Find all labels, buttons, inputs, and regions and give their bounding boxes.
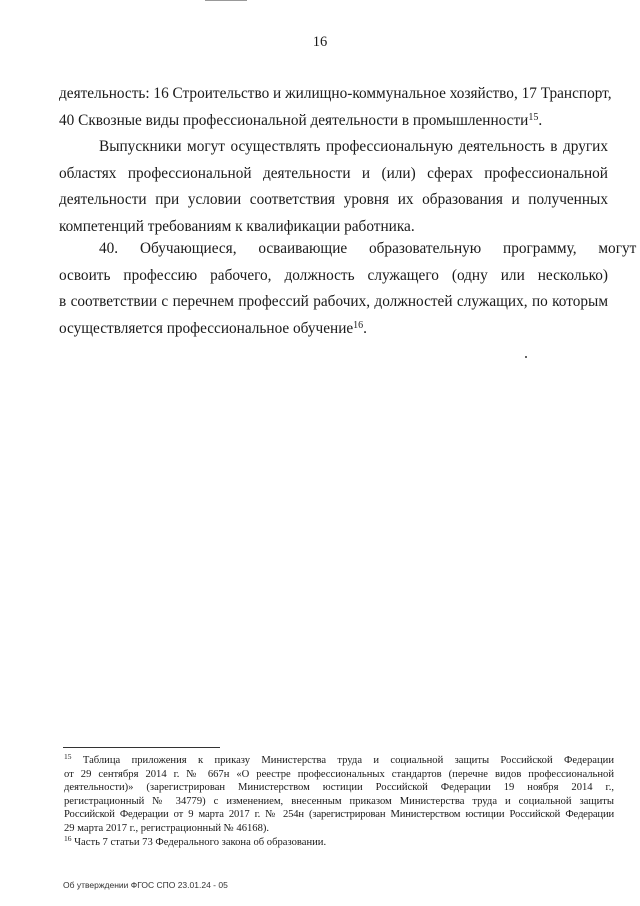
paragraph-3-line-2: освоить профессию рабочего, должность служащего (одну или несколько) — [59, 266, 608, 284]
footnote-16-number: 16 — [64, 833, 72, 843]
footnote-15-line-1-text: Таблица приложения к приказу Министерства труда и социальной защиты Российской Федерации — [82, 755, 615, 766]
footnote-16-line-1 — [64, 833, 614, 850]
footnote-15-line-5: Российской Федерации от 9 марта 2017 г. № 254н (зарегистрирован Министерством юстиции Российской Федерации — [64, 809, 614, 821]
paragraph-1-line-2 — [59, 108, 608, 135]
footnote-15-line-6: 29 марта 2017 г., регистрационный № 46168). — [64, 822, 270, 834]
paragraph-3 — [59, 236, 637, 342]
paragraph-1-line-2-text: 40 Сквозные виды профессиональной деятельности в промышленности — [59, 111, 529, 129]
paragraph-3-line-3: в соответствии с перечнем профессий рабочих, должностей служащих, по которым — [59, 293, 608, 310]
paragraph-1 — [59, 81, 612, 134]
paragraph-1-trail: . — [538, 111, 543, 129]
paragraph-3-line-4 — [59, 316, 608, 343]
paragraph-2-line-4: компетенций требованиям к квалификации работника. — [59, 217, 415, 235]
paragraph-2 — [59, 134, 608, 240]
footnotes — [64, 754, 614, 849]
paragraph-2-line-1: Выпускники могут осуществлять профессиональную деятельность в других — [99, 138, 608, 155]
footnote-15-line-1 — [64, 754, 614, 768]
footnote-15-line-4: регистрационный № 34779) с изменением, внесенным приказом Министерства труда и социальной защиты — [64, 795, 614, 807]
paragraph-2-line-2: областях профессиональной деятельности и (или) сферах профессиональной — [59, 164, 608, 182]
paragraph-2-line-3: деятельности при условии соответствия уровня их образования и полученных — [59, 191, 608, 208]
footnote-15-number: 15 — [64, 752, 72, 761]
footnote-15-line-2: от 29 сентября 2014 г. № 667н «О реестре профессиональных стандартов (перечне видов профессиональной — [64, 768, 614, 780]
paragraph-3-line-4-text: осуществляется профессиональное обучение — [59, 319, 354, 337]
page-number: 16 — [312, 34, 328, 50]
scan-speck — [525, 356, 527, 358]
footnote-ref-16[interactable]: 16 — [353, 319, 364, 331]
footnote-15-line-3: деятельности)» (зарегистрирован Министерством юстиции Российской Федерации 19 ноября 2014 г., — [64, 782, 614, 794]
top-edge-mark — [205, 0, 247, 1]
paragraph-3-line-1: 40. Обучающиеся, осваивающие образовательную программу, могут — [99, 240, 637, 257]
paragraph-3-trail: . — [363, 319, 367, 337]
footnote-separator — [63, 747, 220, 748]
page-footer: Об утверждении ФГОС СПО 23.01.24 - 05 — [63, 880, 228, 890]
footnote-16-line-1-text: Часть 7 статьи 73 Федерального закона об образовании. — [74, 836, 327, 848]
footnote-ref-15[interactable]: 15 — [528, 111, 539, 123]
paragraph-1-line-1: деятельность: 16 Строительство и жилищно-коммунальное хозяйство, 17 Транспорт, — [59, 85, 612, 102]
